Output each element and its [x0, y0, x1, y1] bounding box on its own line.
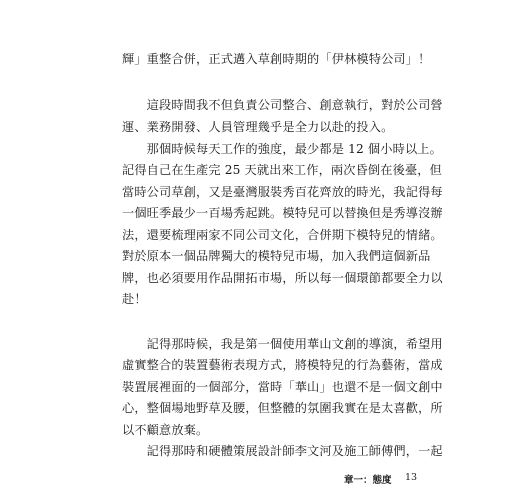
text-line: 裝置展裡面的一個部分，當時「華山」也還不是一個文創中 — [122, 380, 443, 394]
text-line: 法，還要梳理兩家不同公司文化，合併期下模特兒的情緒。 — [122, 228, 443, 242]
text-line: 這段時間我不但負責公司整合、創意執行，對於公司營 — [122, 98, 443, 112]
text-line: 赴！ — [122, 292, 147, 306]
text-line: 當時公司草創，又是臺灣服裝秀百花齊放的時光，我記得每 — [122, 185, 443, 199]
text-line: 記得那時候，我是第一個使用華山文創的導演，希望用 — [122, 337, 443, 351]
text-line: 那個時候每天工作的強度，最少都是 12 個小時以上。 — [122, 142, 442, 156]
text-line: 運、業務開發、人員管理幾乎是全力以赴的投入。 — [122, 120, 394, 134]
text-line: 心，整個場地野草及腰，但整體的氛圍我實在是太喜歡，所 — [122, 401, 443, 415]
text-line: 虛實整合的裝置藝術表現方式，將模特兒的行為藝術，當成 — [122, 358, 443, 372]
text-line: 牌，也必須要用作品開拓市場，所以每一個環節都要全力以 — [122, 271, 443, 285]
text-line: 對於原本一個品牌獨大的模特兒市場，加入我們這個新品 — [122, 249, 431, 263]
text-line: 記得那時和硬體策展設計師李文河及施工師傅們，一起 — [122, 444, 443, 458]
page-number: 13 — [405, 472, 418, 483]
text-line: 記得自己在生產完 25 天就出來工作，兩次昏倒在後臺，但 — [122, 163, 442, 177]
text-line: 以不顧意放棄。 — [122, 423, 209, 437]
text-line: 輝」重整合併，正式邁入草創時期的「伊林模特公司」！ — [122, 52, 431, 66]
running-footer-chapter: 章一：態度 — [344, 475, 392, 486]
text-line: 一個旺季最少一百場秀起跳。模特兒可以替換但是秀導沒辦 — [122, 206, 443, 220]
